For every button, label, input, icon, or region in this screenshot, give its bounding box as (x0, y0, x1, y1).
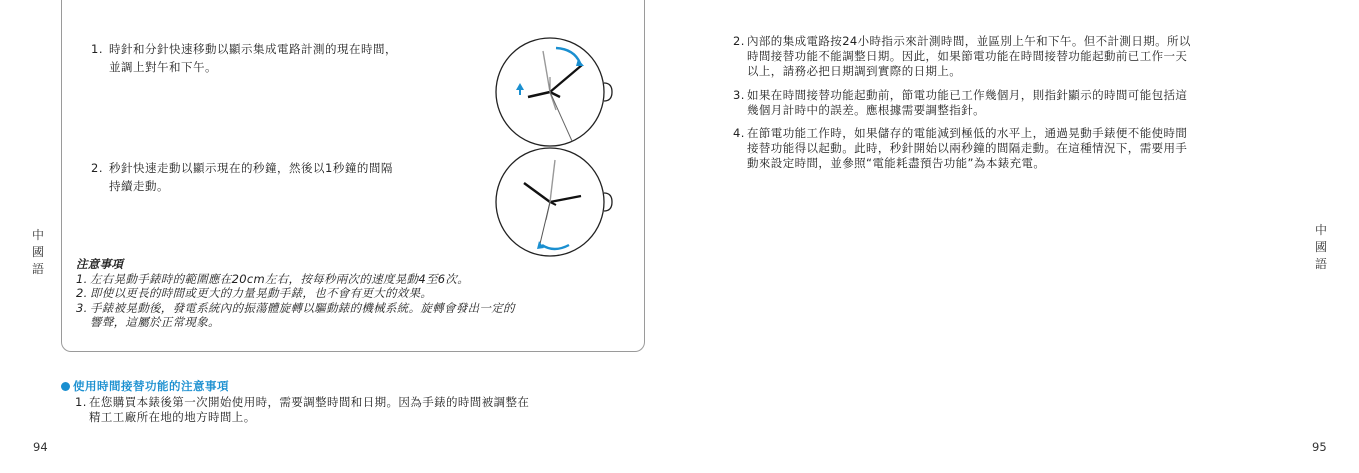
right-item-4: 4. 在節電功能工作時，如果儲存的電能減到極低的水平上，通過晃動手錶便不能使時間 接替功能得以起動。此時，秒針開始以兩秒鐘的間隔走動。在這種情況下，需要用手 動來設定時間，並參照“電能耗盡預告功能”為本錶充電。 (733, 126, 1188, 170)
caution-item-1: 1. 在您購買本錶後第一次開始使用時，需要調整時間和日期。因為手錶的時間被調整在 精工工廠所在地的地方時間上。 (75, 395, 530, 424)
note-item-3: 3. 手錶被晃動後，發電系統內的振蕩體旋轉以驅動錶的機械系統。旋轉會發出一定的 響聲，這屬於正常現象。 (76, 300, 515, 329)
step-2-text: 秒針快速走動以顯示現在的秒鐘，然後以1秒鐘的間隔 持續走動。 (109, 161, 393, 193)
watch-illustration-second-hand (494, 145, 619, 260)
step-2: 2. 秒針快速走動以顯示現在的秒鐘，然後以1秒鐘的間隔 持續走動。 (91, 159, 491, 195)
note-item-2: 2. 即使以更長的時間或更大的力量晃動手錶，也不會有更大的效果。 (76, 286, 433, 300)
notes-section (76, 257, 636, 330)
step-1-text: 時針和分針快速移動以顯示集成電路計測的現在時間， 並調上對午和下午。 (109, 42, 397, 74)
caution-heading: 使用時間接替功能的注意事項 (61, 378, 229, 394)
note-item-1: 1. 左右晃動手錶時的範圍應在20cm左右，按每秒兩次的速度晃動4至6次。 (76, 271, 469, 286)
page-number-right: 95 (1312, 440, 1327, 454)
right-item-3: 3. 如果在時間接替功能起動前，節電功能已工作幾個月，則指針顯示的時間可能包括這 幾個月計時中的誤差。應根據需要調整指針。 (733, 88, 1188, 117)
watch-illustration-fast-hands (494, 35, 619, 150)
side-language-label-left: 中國語 (31, 228, 44, 276)
bullet-icon (61, 382, 70, 391)
right-item-2: 2. 內部的集成電路按24小時指示來計測時間，並區別上午和下午。但不計測日期。所以 時間接替功能不能調整日期。因此，如果節電功能在時間接替功能起動前已工作一天 以上，請務必把日期調到實際的日期上。 (733, 34, 1191, 78)
notes-title: 注意事項 (76, 257, 124, 271)
side-language-label-right: 中國語 (1314, 223, 1327, 271)
step-1: 1. 時針和分針快速移動以顯示集成電路計測的現在時間， 並調上對午和下午。 (91, 40, 491, 76)
page-number-left: 94 (33, 440, 48, 454)
